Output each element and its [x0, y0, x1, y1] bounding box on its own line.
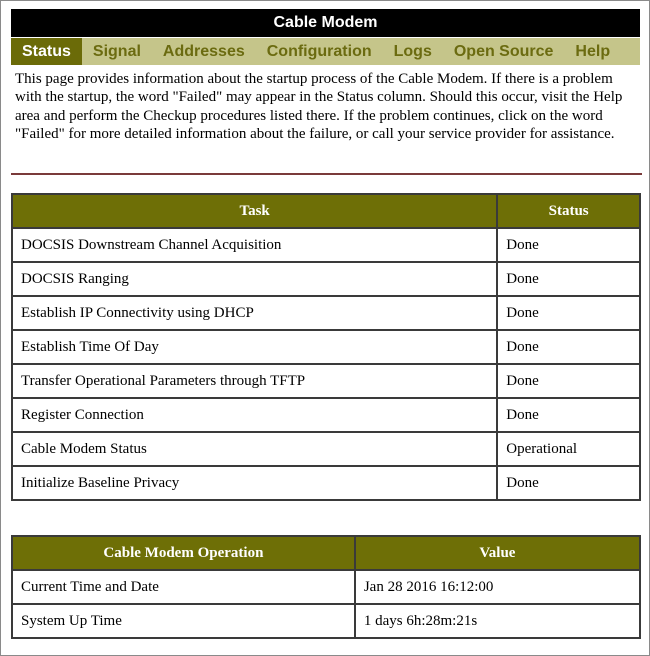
- tab-logs[interactable]: Logs: [393, 43, 432, 60]
- status-cell: Operational: [497, 432, 640, 466]
- tab-help[interactable]: Help: [575, 43, 611, 60]
- tab-signal[interactable]: Signal: [92, 43, 141, 60]
- table-row: [12, 330, 640, 364]
- status-cell: Done: [497, 330, 640, 364]
- status-cell: Done: [497, 296, 640, 330]
- task-cell: Transfer Operational Parameters through TFTP: [12, 364, 497, 398]
- task-cell: DOCSIS Downstream Channel Acquisition: [12, 228, 497, 262]
- divider: [11, 173, 642, 175]
- intro-text: This page provides information about the startup process of the Cable Modem. If there is a problem with the startup, the word "Failed" may appear in the Status column. Should this occur, visit the Help area and perform the Checkup procedures listed there. If the problem continues, click on the word "Failed" for more detailed information about the failure, or call your service provider for assistance.: [15, 71, 623, 142]
- table-header-row: [12, 536, 640, 570]
- task-column-header: Task: [12, 194, 497, 228]
- status-cell: Done: [497, 466, 640, 500]
- operation-column-header: Cable Modem Operation: [12, 536, 355, 570]
- nav-bar: [11, 38, 640, 65]
- operation-value-cell: 1 days 6h:28m:21s: [355, 604, 640, 638]
- table-row: [12, 604, 640, 638]
- page-title: Cable Modem: [11, 9, 640, 37]
- operation-value-cell: Jan 28 2016 16:12:00: [355, 570, 640, 604]
- table-row: [12, 432, 640, 466]
- task-cell: Establish IP Connectivity using DHCP: [12, 296, 497, 330]
- task-cell: Cable Modem Status: [12, 432, 497, 466]
- tab-configuration[interactable]: Configuration: [266, 43, 372, 60]
- task-cell: Initialize Baseline Privacy: [12, 466, 497, 500]
- task-status-table: [11, 193, 641, 501]
- status-column-header: Status: [497, 194, 640, 228]
- tab-open-source[interactable]: Open Source: [453, 43, 554, 60]
- status-cell: Done: [497, 262, 640, 296]
- task-cell: Register Connection: [12, 398, 497, 432]
- operation-name-cell: Current Time and Date: [12, 570, 355, 604]
- table-row: [12, 570, 640, 604]
- table-row: [12, 466, 640, 500]
- status-cell: Done: [497, 228, 640, 262]
- operation-name-cell: System Up Time: [12, 604, 355, 638]
- table-row: [12, 262, 640, 296]
- status-cell: Done: [497, 398, 640, 432]
- tab-addresses[interactable]: Addresses: [162, 43, 245, 60]
- table-row: [12, 228, 640, 262]
- value-column-header: Value: [355, 536, 640, 570]
- table-row: [12, 398, 640, 432]
- table-row: [12, 364, 640, 398]
- task-cell: DOCSIS Ranging: [12, 262, 497, 296]
- cable-modem-operation-table: [11, 535, 641, 639]
- table-header-row: [12, 194, 640, 228]
- status-cell: Done: [497, 364, 640, 398]
- table-row: [12, 296, 640, 330]
- tab-status[interactable]: Status: [11, 38, 82, 65]
- task-cell: Establish Time Of Day: [12, 330, 497, 364]
